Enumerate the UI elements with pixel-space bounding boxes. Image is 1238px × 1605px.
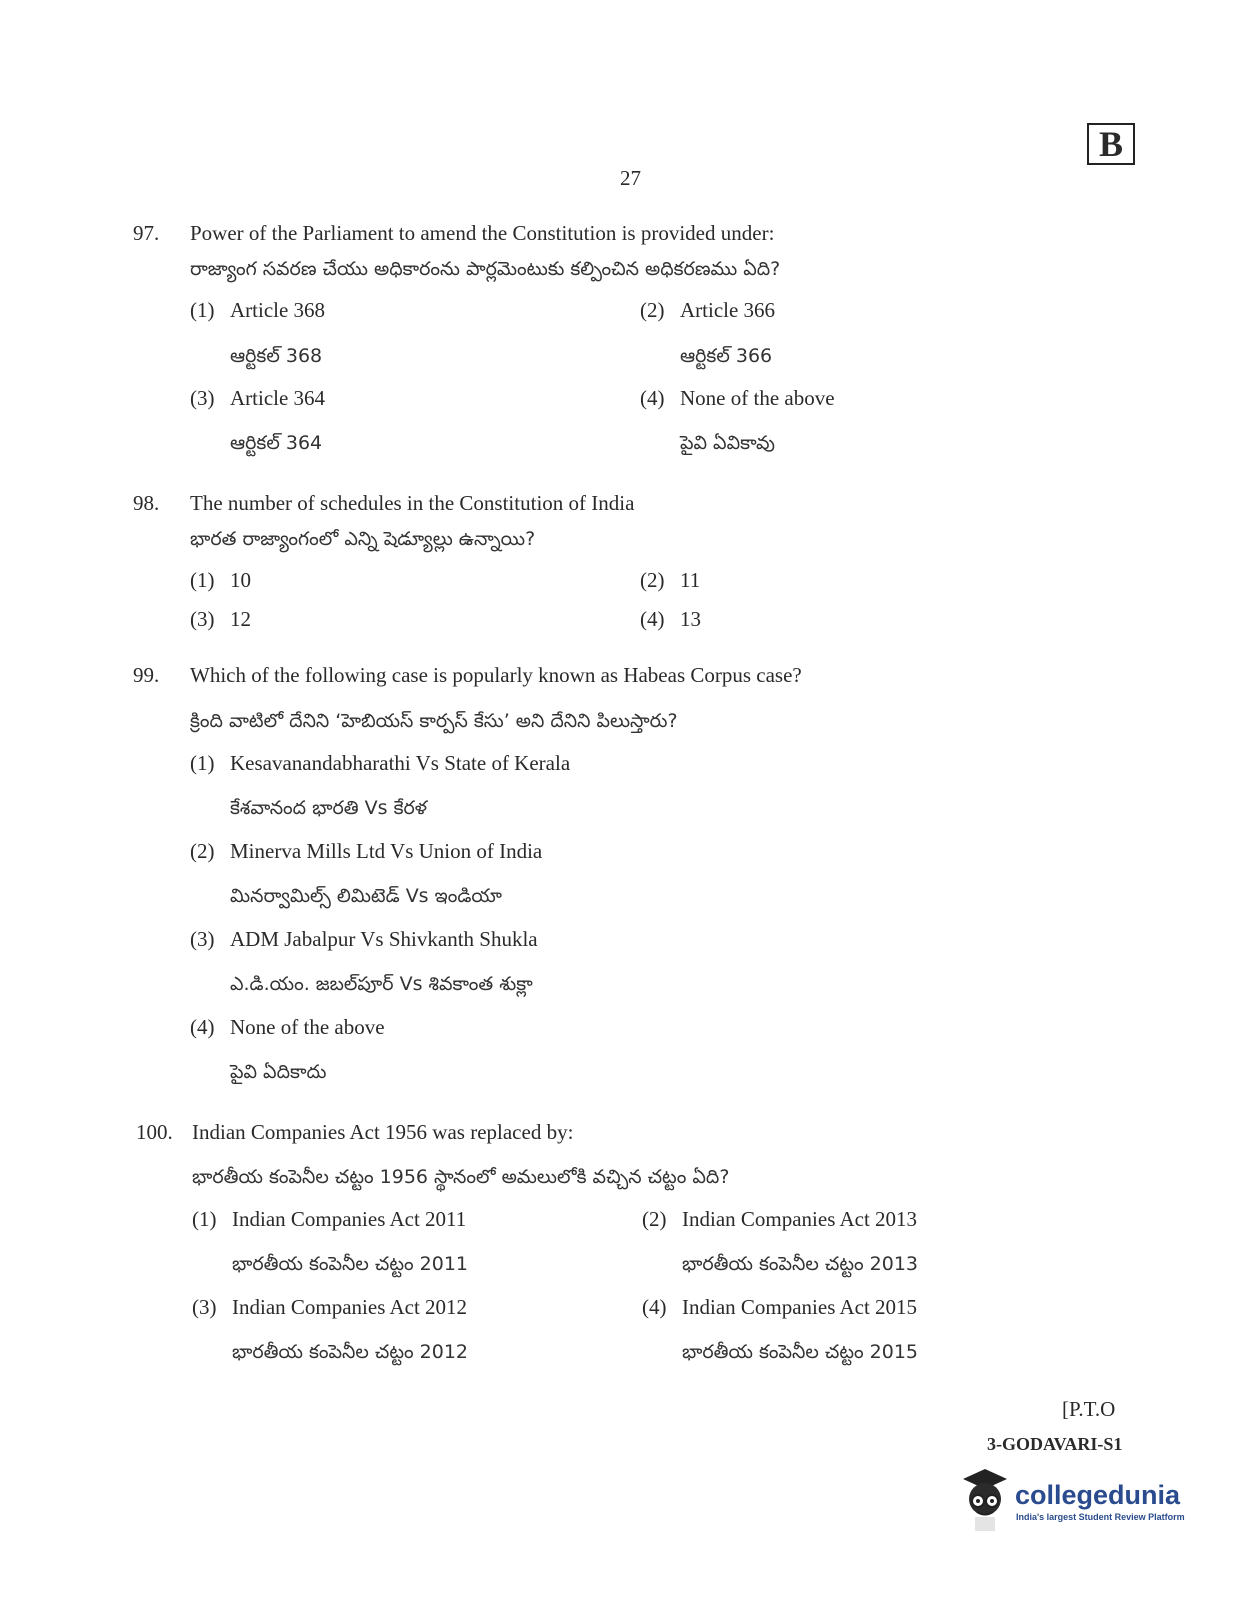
option-text-te: భారతీయ కంపెనీల చట్టం 2012 <box>232 1341 469 1363</box>
option-label: (3) <box>190 927 215 951</box>
question-text-en: Which of the following case is popularly known as Habeas Corpus case? <box>190 663 802 687</box>
option-text-en: 10 <box>230 568 251 592</box>
option <box>190 607 251 632</box>
option-label: (2) <box>190 839 215 863</box>
question-text-en: Indian Companies Act 1956 was replaced by: <box>192 1120 574 1144</box>
question-text-te: భారత రాజ్యాంగంలో ఎన్ని షెడ్యూల్లు ఉన్నాయి? <box>190 528 536 550</box>
option-text-en: None of the above <box>230 1015 385 1039</box>
question-number: 97. <box>133 221 160 245</box>
question-number: 99. <box>133 663 160 687</box>
booklet-code-box: B <box>1087 123 1135 165</box>
option-label: (2) <box>640 568 665 592</box>
pto-label: [P.T.O <box>1062 1397 1116 1421</box>
logo-wordmark: collegedunia <box>1015 1480 1181 1510</box>
option-text-te: ఆర్టికల్ 366 <box>680 345 773 367</box>
question-number: 98. <box>133 491 160 515</box>
option-text-en: ADM Jabalpur Vs Shivkanth Shukla <box>230 927 538 951</box>
logo-tagline: India's largest Student Review Platform <box>1016 1512 1185 1522</box>
option-label: (4) <box>642 1295 667 1319</box>
mascot-icon <box>955 1465 1015 1535</box>
option <box>640 607 701 632</box>
option-text-te: పైవి ఏవికావు <box>680 432 775 454</box>
option <box>190 386 325 411</box>
option-text-en: Indian Companies Act 2012 <box>232 1295 468 1319</box>
option-label: (4) <box>640 607 665 631</box>
option <box>642 1295 917 1320</box>
question-number: 100. <box>136 1120 173 1144</box>
option <box>190 927 538 952</box>
question-text-te: రాజ్యాంగ సవరణ చేయు అధికారంను పార్లమెంటుకు కల్పించిన అధికరణము ఏది? <box>190 258 781 280</box>
option <box>640 568 700 593</box>
option <box>190 839 542 864</box>
option-text-te: భారతీయ కంపెనీల చట్టం 2015 <box>682 1341 919 1363</box>
option <box>192 1207 466 1232</box>
option-label: (1) <box>190 751 215 775</box>
option-text-en: 11 <box>680 568 701 592</box>
option-label: (2) <box>640 298 665 322</box>
paper-code: 3-GODAVARI-S1 <box>987 1434 1123 1454</box>
option-text-te: భారతీయ కంపెనీల చట్టం 2011 <box>232 1253 469 1275</box>
option-text-en: Indian Companies Act 2011 <box>232 1207 467 1231</box>
option <box>190 1015 385 1040</box>
option-label: (4) <box>190 1015 215 1039</box>
option-text-en: Article 368 <box>230 298 326 322</box>
question-text-en: The number of schedules in the Constitution of India <box>190 491 635 515</box>
option <box>190 751 570 776</box>
option <box>642 1207 917 1232</box>
option <box>640 386 835 411</box>
option-text-te: ఎ.డి.యం. జబల్‌పూర్ Vs శివకాంత శుక్లా <box>230 973 533 995</box>
option-text-te: మినర్వామిల్స్ లిమిటెడ్ Vs ఇండియా <box>230 885 502 907</box>
option-label: (1) <box>192 1207 217 1231</box>
option-text-te: కేశవానంద భారతి Vs కేరళ <box>230 797 428 819</box>
option-text-te: పైవి ఏదికాదు <box>230 1061 327 1083</box>
option-text-en: Article 366 <box>680 298 776 322</box>
option-label: (3) <box>190 386 215 410</box>
option-label: (1) <box>190 568 215 592</box>
question-text-te: క్రింది వాటిలో దేనిని ‘హెబియస్ కార్పస్ కేసు’ అని దేనిని పిలుస్తారు? <box>190 710 678 732</box>
option-label: (1) <box>190 298 215 322</box>
option-text-en: Kesavanandabharathi Vs State of Kerala <box>230 751 571 775</box>
option <box>190 568 251 593</box>
option-text-te: ఆర్టికల్ 364 <box>230 432 323 454</box>
option-text-en: 12 <box>230 607 251 631</box>
option-label: (2) <box>642 1207 667 1231</box>
option-text-en: Indian Companies Act 2013 <box>682 1207 918 1231</box>
option <box>192 1295 467 1320</box>
question-text-en: Power of the Parliament to amend the Constitution is provided under: <box>190 221 775 245</box>
option-text-te: ఆర్టికల్ 368 <box>230 345 323 367</box>
option-text-en: 13 <box>680 607 701 631</box>
option <box>640 298 775 323</box>
option-label: (4) <box>640 386 665 410</box>
question-text-te: భారతీయ కంపెనీల చట్టం 1956 స్థానంలో అమలులోకి వచ్చిన చట్టం ఏది? <box>192 1166 730 1188</box>
option-text-en: Article 364 <box>230 386 326 410</box>
option-text-en: None of the above <box>680 386 835 410</box>
option-text-te: భారతీయ కంపెనీల చట్టం 2013 <box>682 1253 919 1275</box>
option <box>190 298 325 323</box>
option-text-en: Indian Companies Act 2015 <box>682 1295 918 1319</box>
option-label: (3) <box>192 1295 217 1319</box>
option-label: (3) <box>190 607 215 631</box>
page-number: 27 <box>620 166 641 190</box>
option-text-en: Minerva Mills Ltd Vs Union of India <box>230 839 543 863</box>
